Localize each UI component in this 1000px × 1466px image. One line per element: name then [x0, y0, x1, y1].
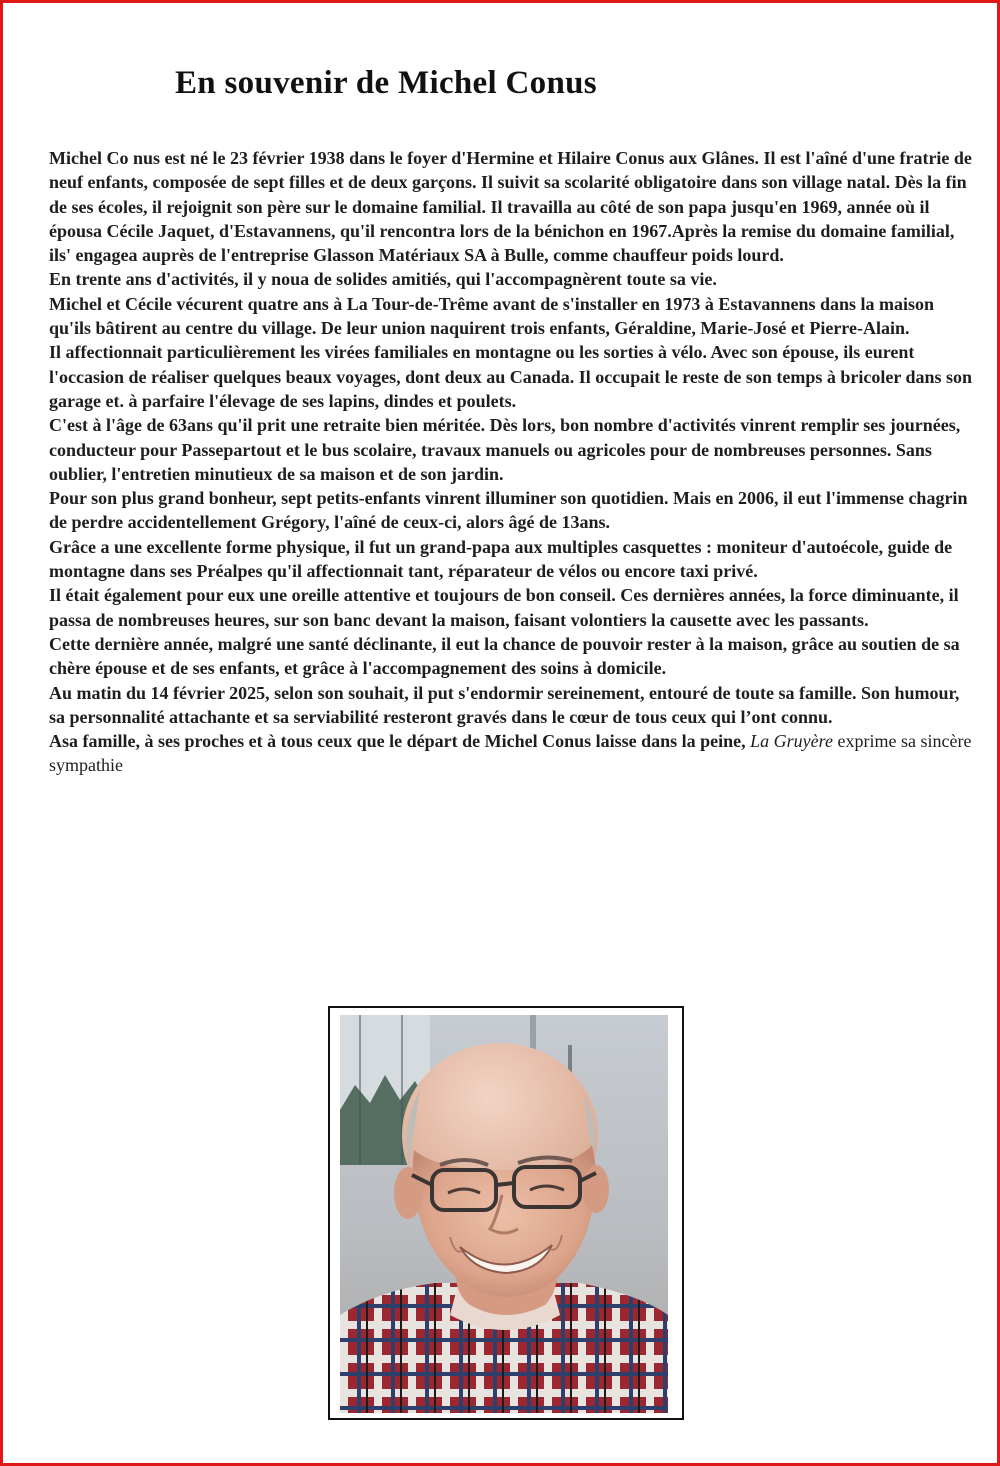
paragraph-last-year: Cette dernière année, malgré une santé déclinante, il eut la chance de pouvoir rester à la maison, grâce au soutien de sa chère épouse et de ses enfants, et grâce à l'accompagnement des soins à domicile.: [49, 633, 960, 679]
paragraph-hobbies: Il affectionnait particulièrement les virées familiales en montagne ou les sorties à vélo. Avec son épouse, ils eurent l'occasion de réaliser quelques beaux voyages, dont deux au Canada. Il occupait le reste de son temps à bricoler dans son garage et. à parfaire l'élevage de ses lapins, dindes et poulets.: [49, 342, 973, 411]
paragraph-grandpa: Grâce a une excellente forme physique, il fut un grand-papa aux multiples casquettes : moniteur d'autoécole, guide de montagne dans ses Préalpes qu'il affectionnait tant, réparateur de vélos ou encore taxi privé.: [49, 536, 953, 582]
newspaper-name: La Gruyère: [750, 731, 833, 752]
obituary-text: [49, 146, 974, 778]
paragraph-retirement: C'est à l'âge de 63ans qu'il prit une retraite bien méritée. Dès lors, bon nombre d'activités vinrent remplir ses journées, conducteur pour Passepartout et le bus scolaire, travaux manuels ou agricoles pour de nombreuses personnes. Sans oublier, l'entretien minutieux de sa maison et de son jardin.: [49, 415, 961, 484]
portrait-frame: [328, 1006, 684, 1420]
condolences-tail: exprime sa sincère sympathie: [49, 731, 972, 776]
paragraph-condolences: [49, 729, 974, 778]
paragraph-birth: Michel Co nus est né le 23 février 1938 dans le foyer d'Hermine et Hilaire Conus aux Glânes. Il est l'aîné d'une fratrie de neuf enfants, composée de sept filles et de deux garçons. Il suivit sa scolarité obligatoire dans son village natal. Dès la fin de ses écoles, il rejoignit son père sur le domaine familial. Il travailla au côté de son papa jusqu'en 1969, année où il épousa Cécile Jaquet, d'Estavannens, qu'il rencontra lors de la bénichon en 1967.Après la remise du domaine familial, ils' engagea auprès de l'entreprise Glasson Matériaux SA à Bulle, comme chauffeur poids lourd.: [49, 148, 972, 266]
paragraph-family-home: Michel et Cécile vécurent quatre ans à La Tour-de-Trême avant de s'installer en 1973 à Estavannens dans la maison qu'ils bâtirent au centre du village. De leur union naquirent trois enfants, Géraldine, Marie-José et Pierre-Alain.: [49, 293, 934, 339]
portrait-photo: [340, 1015, 668, 1413]
paragraph-work: En trente ans d'activités, il y noua de solides amitiés, qui l'accompagnèrent toute sa vie.: [49, 269, 717, 290]
paragraph-passing: Au matin du 14 février 2025, selon son souhait, il put s'endormir sereinement, entouré de toute sa famille. Son humour, sa personnalité attachante et sa serviabilité resteront gravés dans le cœur de tous ceux qui l’ont connu.: [49, 682, 960, 727]
paragraph-advice: Il était également pour eux une oreille attentive et toujours de bon conseil. Ces dernières années, la force diminuante, il passa de nombreuses heures, sur son banc devant la maison, faisant volontiers la causette avec les passants.: [49, 585, 959, 630]
condolences-lead: Asa famille, à ses proches et à tous ceux que le départ de Michel Conus laisse dans la peine,: [49, 731, 746, 752]
document-title: En souvenir de Michel Conus: [175, 65, 597, 101]
paragraph-grandchildren: Pour son plus grand bonheur, sept petits-enfants vinrent illuminer son quotidien. Mais en 2006, il eut l'immense chagrin de perdre accidentellement Grégory, l'aîné de ceux-ci, alors âgé de 13ans.: [49, 488, 968, 533]
